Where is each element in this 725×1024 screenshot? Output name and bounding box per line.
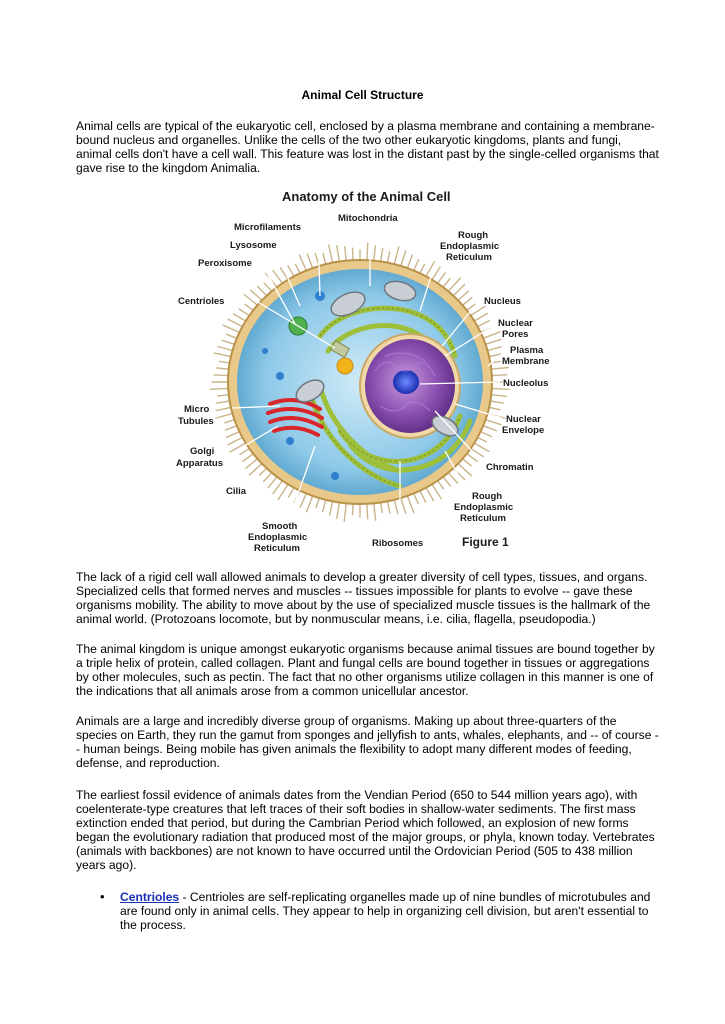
label-peroxisome: Peroxisome	[198, 258, 252, 269]
bullet-icon: •	[100, 889, 105, 904]
label-rough-er-top: Rough	[458, 230, 489, 241]
cilium	[228, 437, 242, 444]
cilium	[448, 278, 460, 291]
cilium	[367, 504, 368, 519]
cilium	[414, 494, 419, 504]
label-smooth-er-3: Reticulum	[254, 543, 300, 554]
cilium	[458, 464, 471, 476]
label-nuclear-pores: Nuclear	[498, 318, 533, 329]
cilium	[491, 395, 506, 397]
paragraph-intro: Animal cells are typical of the eukaryotic cell, enclosed by a plasma membrane and containing a membrane-bound nucleus and organelles. Unlike the cells of the two other eukaryotic kingdoms, plants and fungi, animal cells don't have a cell wall. This feature was lost in the distant past by the single-celled organisms that gave rise to the kingdom Animalia.	[76, 119, 659, 175]
cilium	[323, 500, 326, 512]
label-microfilaments: Microfilaments	[234, 222, 302, 233]
document-title: Animal Cell Structure	[301, 88, 424, 102]
cilium	[222, 340, 234, 344]
paragraph-fossil: The earliest fossil evidence of animals dates from the Vendian Period (650 to 544 million years ago), with coelenterate-type creatures that left traces of their soft bodies in shallow-water sediments. The first mass extinction ended that period, but during the Cambrian Period which followed, an explosion of new forms began the evolutionary radiation that produced most of the major groups, or phyla, known today. Vertebrates (animals with backbones) are not known to have occurred until the Ordovician Period (505 to 438 million years ago).	[76, 788, 655, 872]
cilium	[474, 314, 487, 322]
cilium	[278, 484, 288, 499]
cilium	[227, 432, 240, 438]
label-nuclear-envelope: Nuclear	[506, 414, 541, 425]
cilium	[486, 420, 501, 425]
cilium	[448, 473, 457, 483]
label-nuclear-pores-2: Pores	[502, 329, 529, 340]
cilium	[483, 426, 496, 431]
cilium	[307, 254, 312, 268]
label-cilia: Cilia	[226, 486, 247, 497]
cilium	[489, 407, 500, 409]
cilium	[225, 420, 235, 423]
cilium	[216, 414, 232, 418]
label-nucleolus: Nucleolus	[503, 378, 549, 389]
cilium	[227, 334, 237, 338]
cilium	[337, 503, 340, 519]
label-rough-er-top-2: Endoplasmic	[440, 241, 500, 252]
label-plasma-membrane: Plasma	[510, 345, 544, 356]
cilium	[353, 248, 354, 260]
cilium	[478, 437, 487, 442]
cilium	[316, 498, 319, 508]
cilium	[260, 468, 267, 475]
cilium	[490, 401, 503, 403]
cilium	[329, 245, 333, 263]
label-ribosomes: Ribosomes	[372, 538, 424, 549]
label-rough-er-bottom-2: Endoplasmic	[454, 502, 514, 513]
cilium	[420, 264, 425, 273]
cilium	[217, 368, 229, 369]
cilium	[218, 347, 233, 351]
cilium	[228, 319, 242, 326]
centrioles-link[interactable]: Centrioles	[120, 890, 180, 904]
cilium	[307, 496, 313, 512]
label-golgi-2: Apparatus	[176, 458, 223, 469]
cilium	[394, 500, 398, 514]
cilium	[414, 260, 419, 271]
cilium	[220, 361, 230, 363]
label-nucleus: Nucleus	[484, 296, 521, 307]
label-smooth-er: Smooth	[262, 521, 298, 532]
cilium	[216, 407, 231, 410]
cilium	[239, 309, 249, 316]
label-golgi: Golgi	[190, 446, 215, 457]
label-centrioles: Centrioles	[178, 296, 225, 307]
cilium	[492, 375, 507, 376]
cilium	[251, 290, 262, 300]
cilium	[289, 488, 295, 498]
cilium	[330, 501, 333, 515]
cilium	[486, 339, 501, 344]
cilium	[483, 332, 500, 339]
cilium	[374, 503, 376, 520]
label-mitochondria: Mitochondria	[338, 213, 398, 224]
label-micro-tubules-2: Tubules	[178, 416, 214, 427]
label-rough-er-bottom-3: Reticulum	[460, 513, 506, 524]
cilium	[249, 464, 262, 475]
cilium	[344, 503, 346, 521]
cilium	[243, 454, 254, 462]
cilium	[210, 388, 228, 389]
cilium	[288, 266, 294, 276]
cilium	[463, 459, 472, 466]
cilium	[268, 477, 277, 488]
cilium	[387, 252, 389, 263]
cilium	[337, 246, 340, 262]
cilium	[387, 501, 390, 513]
cilium	[223, 325, 239, 332]
cilium	[273, 270, 282, 283]
label-rough-er-top-3: Reticulum	[446, 252, 492, 263]
cilium	[264, 473, 272, 482]
cilium	[491, 368, 508, 370]
cilium	[474, 443, 489, 452]
cilium	[296, 264, 301, 273]
cilium	[407, 255, 412, 268]
cilium	[381, 249, 383, 262]
paragraph-diversity: Animals are a large and incredibly diverse group of organisms. Making up about three-quarters of the species on Earth, they run the gamut from sponges and jellyfish to ants, whales, elephants, and -- of course -- human beings. Being mobile has given animals the flexibility to adopt many different modes of feeding, defense, and reproduction.	[76, 714, 659, 770]
cilium	[481, 432, 492, 437]
cilium	[443, 279, 450, 288]
centrioles-description: - Centrioles are self-replicating organelles made up of nine bundles of microtubules and are found only in animal cells. They appear to help in organizing cell division, but aren't essential to the process.	[120, 890, 651, 932]
figure-caption: Figure 1	[462, 535, 509, 549]
cilium	[353, 504, 354, 515]
figure-title: Anatomy of the Animal Cell	[282, 189, 451, 204]
cilium	[258, 287, 267, 296]
cilium	[443, 477, 451, 486]
cilium	[218, 395, 229, 396]
cilium	[478, 321, 490, 327]
cilium	[407, 496, 414, 513]
cilium	[245, 304, 253, 310]
cilium	[401, 498, 406, 513]
cilium	[214, 375, 228, 376]
paragraph-cell-wall: The lack of a rigid cell wall allowed animals to develop a greater diversity of cell types, tissues, and organs. Specialized cells that formed nerves and muscles -- tissues impossible for plants to evolve -- gave these organisms mobility. The ability to move about by the use of specialized muscle tissues is the hallmark of the animal world. (Protozoans locomote, but by nonmuscular means, i.e. cilia, flagella, pseudopodia.)	[76, 570, 651, 626]
cell-diagram	[170, 186, 562, 556]
cilium	[240, 448, 249, 454]
cilium	[374, 246, 376, 261]
label-plasma-membrane-2: Membrane	[502, 356, 550, 367]
cilium	[438, 481, 444, 489]
cilium	[463, 298, 472, 306]
cilium	[234, 314, 246, 321]
label-chromatin: Chromatin	[486, 462, 534, 473]
cilium	[381, 503, 383, 513]
cilium	[230, 443, 246, 452]
label-lysosome: Lysosome	[230, 240, 277, 251]
label-nuclear-envelope-2: Envelope	[502, 425, 545, 436]
label-rough-er-bottom: Rough	[472, 491, 503, 502]
cilium	[488, 347, 502, 351]
cilium	[244, 295, 257, 306]
cilium	[345, 247, 347, 261]
cilium	[264, 283, 271, 291]
cilium	[401, 251, 406, 266]
label-micro-tubules: Micro	[184, 404, 210, 415]
cilium	[426, 488, 434, 501]
cilium	[246, 459, 258, 468]
organelle-list	[100, 890, 660, 932]
cilium	[367, 243, 368, 260]
cilium	[432, 484, 441, 498]
cilium	[323, 254, 326, 265]
cilium	[420, 491, 426, 503]
cilium	[299, 255, 306, 271]
nucleolus-shape	[393, 370, 419, 394]
cilium	[214, 353, 231, 357]
animal-cell-figure	[170, 186, 562, 556]
cilium	[458, 291, 468, 300]
label-smooth-er-2: Endoplasmic	[248, 532, 308, 543]
cilium	[453, 284, 464, 295]
cilium	[394, 247, 399, 264]
cilium	[217, 401, 230, 403]
cilium	[226, 426, 237, 430]
list-item	[100, 890, 660, 932]
cilium	[273, 481, 282, 494]
paragraph-collagen: The animal kingdom is unique amongst eukaryotic organisms because animal tissues are bound together by a triple helix of protein, called collagen. Plant and fungal cells are bound together in tissues or aggregations by other molecules, such as pectin. The fact that no other organisms utilize collagen in this manner is one of the indications that all animals arose from a common unicellular ancestor.	[76, 642, 655, 698]
cilium	[438, 273, 446, 284]
cilium	[300, 494, 306, 508]
